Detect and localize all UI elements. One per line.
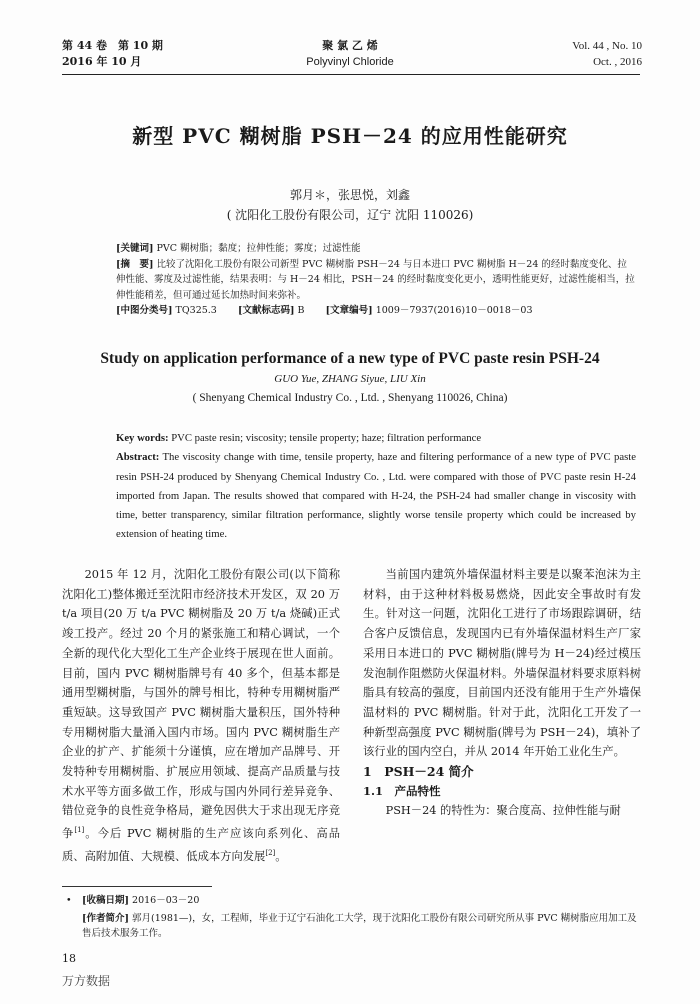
header-volume-issue-en: Vol. 44 , No. 10: [572, 40, 642, 52]
paper-title-cn: 新型 PVC 糊树脂 PSH－24 的应用性能研究: [132, 124, 568, 148]
body-paragraph: [62, 565, 340, 866]
keywords-text-en: PVC paste resin; viscosity; tensile property; haze; filtration performance: [171, 432, 482, 444]
header-journal-cn: 聚 氯 乙 烯: [322, 39, 378, 52]
abstract-label-cn: [摘 要]: [116, 258, 154, 270]
body-text-left: 2015 年 12 月，沈阳化工股份有限公司(以下简称沈阳化工)整体搬迁至沈阳市经济技术开发区，双 20 万 t/a 项目(20 万 t/a PVC 糊树脂及 20 万 t/a 烧碱)正式竣工投产。经过 20 个月的紧张施工和精心调试，一个全新的现代化大型化工生产企业终于展现在世人面前。目前，国内 PVC 糊树脂牌号有 40 多个，但基本都是通用型糊树脂，与国外的牌号相比，特种专用糊树脂严重短缺。这导致国产 PVC 糊树脂大量积压，国外特种专用糊树脂大量涌入国内市场。国内 PVC 糊树脂生产企业的扩产、扩能须十分谨慎，应在增加产品牌号、开发特种专用糊树脂、扩展应用领域、提高产品质量与技术水平等方面多做工作，形成与国内外同行差异竞争、错位竞争的良性竞争格局，避免因供大于求出现无序竞争: [62, 568, 340, 840]
keywords-text-cn: PVC 糊树脂；黏度；拉伸性能；雾度；过滤性能: [156, 243, 361, 254]
body-column-right: [363, 565, 641, 821]
body-text-left-cont: 。今后 PVC 糊树脂的生产应该向系列化、高品质、高附加值、大规模、低成本方向发展: [62, 826, 340, 863]
keywords-label-en: Key words:: [116, 432, 169, 444]
affiliation-en: ( Shenyang Chemical Industry Co. , Ltd. , Shenyang 110026, China): [192, 392, 508, 404]
abstract-text-cn: 比较了沈阳化工股份有限公司新型 PVC 糊树脂 PSH－24 与日本进口 PVC 糊树脂 H－24 的经时黏度变化、拉伸性能、雾度及过滤性能，结果表明：与 H－24 相比，PSH－24 的经时黏度变化更小，透明性能更好，过滤性能相当，拉伸性能稍差，但可通过延长加热时间来弥补。: [116, 258, 635, 301]
keywords-label-cn: [关键词]: [116, 243, 154, 254]
keywords-cn: [116, 241, 636, 257]
abstract-text-en: The viscosity change with time, tensile property, haze and filtering performance of a new type of PVC paste resin PSH-24 produced by Shenyang Chemical Industry Co. , Ltd. were compared with those of PVC paste resin H-24 imported from Japan. The results showed that compared with H-24, the PSH-24 had smaller change in viscosity with time, better transparency, similar filtration performance, slightly worse tensile property which could be increased by extension of heating time.: [116, 451, 636, 541]
paper-title-en: Study on application performance of a new type of PVC paste resin PSH-24: [100, 350, 600, 367]
citation-ref[interactable]: [1]: [74, 826, 85, 835]
header-date-cn: 2016 年 10 月: [62, 55, 142, 68]
classification-line: [116, 303, 636, 319]
header-date-en: Oct. , 2016: [593, 56, 642, 68]
abstract-cn: [116, 257, 636, 304]
clc-value: TQ325.3: [175, 305, 217, 316]
authors-cn: 郭月＊，张思悦，刘鑫: [289, 188, 410, 202]
body-paragraph: PSH－24 的特性为：聚合度高、拉伸性能与耐: [385, 804, 621, 818]
header-divider: [62, 74, 640, 75]
authors-en: GUO Yue, ZHANG Siyue, LIU Xin: [274, 373, 426, 385]
abstract-block-cn: [116, 241, 636, 319]
footnote-author-bio: [82, 911, 642, 941]
author-bio-label: [作者简介]: [82, 913, 129, 924]
abstract-en: [116, 448, 636, 544]
article-number-value: 1009－7937(2016)10－0018－03: [375, 305, 533, 316]
footnote-received: [66, 893, 642, 908]
watermark: 万方数据: [62, 974, 111, 988]
header-volume-en: [572, 38, 642, 70]
bullet-icon: •: [66, 895, 72, 906]
section-heading-1: 1 PSH－24 简介: [363, 764, 474, 780]
received-value: 2016－03－20: [132, 895, 200, 906]
article-number-label: [文章编号]: [325, 305, 373, 316]
body-text-left-end: 。: [275, 849, 287, 863]
clc-label: [中图分类号]: [116, 305, 173, 316]
body-paragraph: 当前国内建筑外墙保温材料主要是以聚苯泡沫为主材料，由于这种材料极易燃烧，因此安全事故时有发生。针对这一问题，沈阳化工进行了市场跟踪调研，结合客户反馈信息，发现国内已有外墙保温材料生产厂家采用日本进口的 PVC 糊树脂(牌号为 H－24)经过模压发泡制作阻燃防火保温材料。外墙保温材料要求原料树脂具有较高的强度，目前国内还没有能用于生产外墙保温材料的 PVC 糊树脂。针对于此，沈阳化工开发了一种新型高强度 PVC 糊树脂(牌号为 PSH－24)，填补了该行业的国内空白，并从 2014 年开始工业化生产。: [363, 568, 641, 759]
doc-code-label: [文献标志码]: [238, 305, 295, 316]
citation-ref[interactable]: [2]: [265, 848, 276, 857]
doc-code-value: B: [297, 305, 305, 316]
section-heading-1-1: 1.1 产品特性: [363, 783, 441, 798]
header-journal-en: Polyvinyl Chloride: [306, 56, 394, 68]
affiliation-cn: ( 沈阳化工股份有限公司，辽宁 沈阳 110026): [226, 208, 474, 222]
abstract-block-en: [116, 429, 636, 545]
header-volume-issue-cn: 第 44 卷 第 10 期: [62, 39, 163, 52]
author-bio-text: 郭月(1981—)，女，工程师，毕业于辽宁石油化工大学，现于沈阳化工股份有限公司研究所从事 PVC 糊树脂应用加工及售后技术服务工作。: [82, 913, 637, 939]
received-label: [收稿日期]: [82, 895, 129, 906]
abstract-label-en: Abstract:: [116, 451, 160, 464]
footnote-divider: [62, 886, 212, 887]
body-column-left: [62, 565, 340, 866]
page-number: 18: [62, 952, 76, 965]
keywords-en: [116, 429, 636, 448]
